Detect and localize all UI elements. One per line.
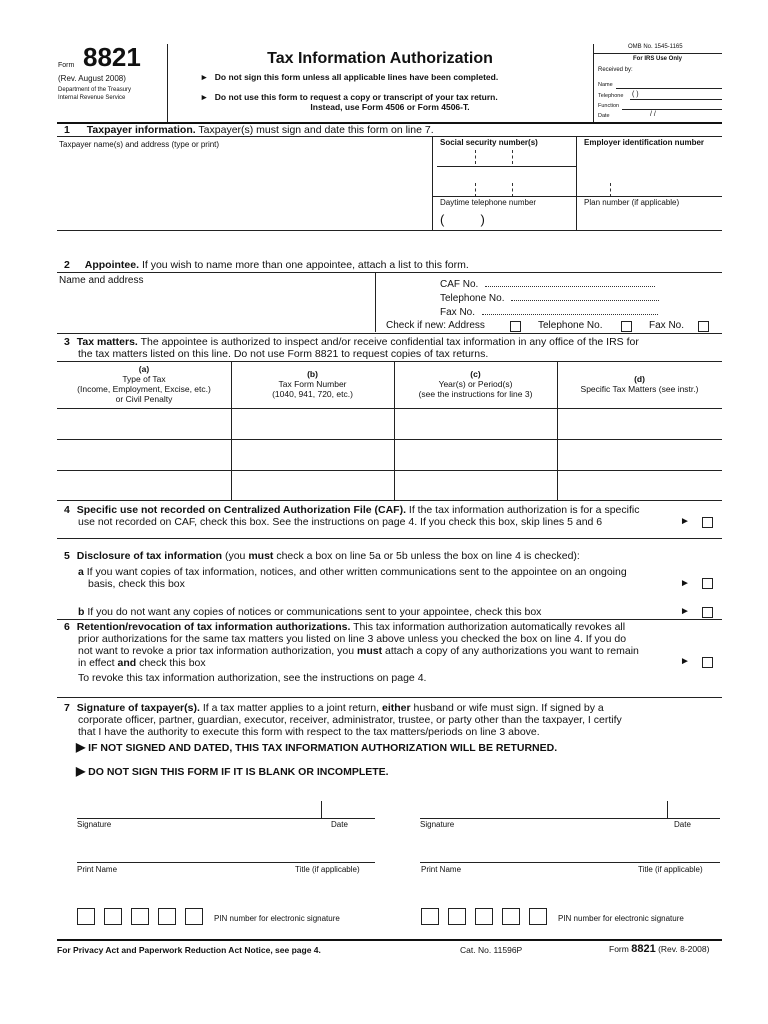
section6-must: must [356, 645, 383, 657]
line5b-text: If you do not want any copies of notices or communications sent to your appointee, check this box [87, 606, 542, 618]
appointee-name-field[interactable] [59, 290, 371, 332]
section7-line3: that I have the authority to execute this form with respect to the tax matters/periods on line 3 above. [78, 726, 540, 738]
date-field-right[interactable] [669, 800, 720, 818]
print-name-field-right[interactable] [420, 844, 720, 862]
ssn-field-2[interactable] [440, 183, 570, 197]
col-letter: (d) [634, 374, 645, 384]
ein-label: Employer identification number [584, 138, 705, 147]
section5-title: Disclosure of tax information [76, 550, 223, 562]
sec1-bottom-rule [57, 230, 722, 231]
date-field-left[interactable] [323, 800, 375, 818]
signature-field-left[interactable] [77, 800, 319, 818]
date-label-right: Date [674, 820, 691, 829]
check-new-address-label: Check if new: Address [386, 320, 485, 331]
pin-box-right-3[interactable] [475, 908, 493, 925]
section6-line4 [78, 657, 206, 669]
col-label: (1040, 941, 720, etc.) [272, 389, 353, 399]
sec3-table-top [57, 361, 722, 362]
section6-line2: prior authorizations for the same tax matters you listed on line 3 above unless you checked the box on line 4. If you do [78, 633, 627, 645]
section4-line2: use not recorded on CAF, check this box. See the instructions on page 4. If you check this box, skip lines 5 and 6 [78, 516, 603, 528]
sec2-bottom-rule [57, 333, 722, 334]
no-copies-checkbox[interactable] [702, 607, 713, 618]
sec2-divider [375, 272, 376, 332]
section2-text: If you wish to name more than one appointee, attach a list to this form. [141, 259, 469, 271]
pin-box-right-4[interactable] [502, 908, 520, 925]
tax-matters-col-d [557, 374, 722, 394]
agency-line: Internal Revenue Service [58, 95, 126, 101]
form-number: 8821 [83, 42, 141, 72]
section1-text: Taxpayer(s) must sign and date this form on line 7. [198, 124, 434, 136]
pin-box-left-5[interactable] [185, 908, 203, 925]
irs-telephone-line [630, 99, 722, 100]
appointee-name-label: Name and address [59, 275, 144, 286]
section6-line3-b: attach a copy of any authorizations you want to remain [382, 645, 639, 657]
irs-use-only: For IRS Use Only [632, 56, 682, 62]
section2-title: Appointee. [84, 259, 140, 271]
section6-line1 [64, 621, 625, 633]
section-number: 3 [64, 336, 70, 348]
section-number: 7 [64, 702, 70, 714]
tax-matters-row[interactable] [57, 440, 722, 470]
pin-box-right-1[interactable] [421, 908, 439, 925]
pin-box-left-2[interactable] [104, 908, 122, 925]
print-name-label-right: Print Name [421, 865, 462, 874]
pin-label-right: PIN number for electronic signature [558, 914, 684, 923]
col-letter: (a) [138, 364, 150, 374]
daytime-phone-label: Daytime telephone number [440, 198, 537, 207]
section6-line4-a: in effect [78, 657, 118, 669]
line5a-text: If you want copies of tax information, notices, and other written communications sent to the appointee on an ongoing [86, 566, 627, 578]
section-number: 6 [64, 621, 70, 633]
warning-blank-text: DO NOT SIGN THIS FORM IF IT IS BLANK OR INCOMPLETE. [88, 766, 389, 778]
title-label-right: Title (if applicable) [638, 865, 703, 874]
pin-label-left: PIN number for electronic signature [214, 914, 340, 923]
section1-title: Taxpayer information. [86, 124, 196, 136]
tax-matters-col-b [231, 369, 394, 399]
ssn-label: Social security number(s) [440, 138, 538, 147]
tax-matters-col-a [57, 364, 231, 404]
section4-line1 [64, 504, 639, 516]
pin-box-left-4[interactable] [158, 908, 176, 925]
instruction-1-text: Do not sign this form unless all applicable lines have been completed. [214, 72, 499, 82]
title-label-left: Title (if applicable) [295, 865, 360, 874]
privacy-notice: For Privacy Act and Paperwork Reduction Act Notice, see page 4. [57, 945, 321, 955]
form-word: Form [58, 62, 75, 69]
signature-date-divider-right [667, 801, 668, 818]
col-label: (Income, Employment, Excise, etc.) [77, 384, 211, 394]
footer-revision: (Rev. 8-2008) [658, 944, 710, 954]
warning-not-signed [76, 741, 557, 754]
col-label: Specific Tax Matters (see instr.) [580, 384, 699, 394]
warning-not-signed-text: IF NOT SIGNED AND DATED, THIS TAX INFORMATION AUTHORIZATION WILL BE RETURNED. [88, 742, 558, 754]
new-telephone-checkbox[interactable] [621, 321, 632, 332]
sec1-divider-2 [576, 136, 577, 230]
col-label: Tax Form Number [278, 379, 347, 389]
section3-line1: The appointee is authorized to inspect and/or receive confidential tax information in any office of the IRS for [140, 336, 639, 348]
footer-form-number: 8821 [631, 943, 656, 955]
col-label: (see the instructions for line 3) [418, 389, 533, 399]
arrow-icon: ► [680, 656, 690, 667]
print-name-line-right [420, 862, 720, 863]
warning-blank [76, 765, 389, 778]
irs-telephone-paren: ( ) [632, 91, 639, 98]
col-label: Type of Tax [122, 374, 166, 384]
arrow-icon: ► [200, 72, 209, 82]
fax-row [440, 306, 658, 319]
ongoing-copies-checkbox[interactable] [702, 578, 713, 589]
col-label: or Civil Penalty [115, 394, 173, 404]
section2-heading [64, 259, 469, 271]
caf-row [440, 278, 655, 291]
section5-text-a: (you [224, 550, 249, 562]
sec4-bottom-rule [57, 538, 722, 539]
line5a-line1 [78, 566, 627, 578]
ssn-line-1 [437, 166, 576, 167]
section4-title: Specific use not recorded on Centralized Authorization File (CAF). [76, 504, 406, 516]
caf-field[interactable] [485, 278, 655, 287]
date-label-left: Date [331, 820, 348, 829]
irs-name-label: Name [598, 82, 613, 88]
instruction-2b: Instead, use Form 4506 or Form 4506-T. [310, 102, 470, 112]
taxpayer-name-field[interactable] [59, 152, 429, 228]
section7-either: either [381, 702, 411, 714]
instruction-2 [200, 92, 590, 102]
section7-line2: corporate officer, partner, guardian, executor, receiver, administrator, trustee, or party other than the taxpayer, I certify [78, 714, 622, 726]
tax-matters-col-c [394, 369, 557, 399]
arrow-icon: ► [680, 606, 690, 617]
section6-and: and [117, 657, 137, 669]
retain-prior-authorizations-checkbox[interactable] [702, 657, 713, 668]
telephone-field[interactable] [511, 292, 659, 301]
footer-form-word: Form [609, 944, 629, 954]
section7-line1 [64, 702, 604, 714]
col-label: Year(s) or Period(s) [438, 379, 513, 389]
irs-date-slashes: / / [650, 111, 656, 118]
pin-box-left-1[interactable] [77, 908, 95, 925]
pin-box-right-5[interactable] [529, 908, 547, 925]
omb-rule [593, 53, 722, 54]
line5a-line2: basis, check this box [88, 578, 185, 590]
caf-label: CAF No. [440, 279, 479, 290]
section5-text-b: check a box on line 5a or 5b unless the box on line 4 is checked): [273, 550, 580, 562]
section6-text: This tax information authorization automatically revokes all [353, 621, 626, 633]
section5-must: must [248, 550, 274, 562]
sec2-top-rule [57, 272, 722, 273]
sec5-bottom-rule [57, 619, 722, 620]
arrow-icon: ► [680, 578, 690, 589]
section7-line1-a: If a tax matter applies to a joint return, [202, 702, 382, 714]
daytime-phone-field[interactable]: ( ) [440, 212, 485, 227]
section7-line1-b: husband or wife must sign. If signed by a [410, 702, 604, 714]
signature-line-left [77, 818, 375, 819]
section3-heading [64, 336, 724, 348]
arrow-icon: ▶ [76, 740, 86, 754]
instruction-1 [200, 72, 590, 82]
section6-title: Retention/revocation of tax information authorizations. [76, 621, 351, 633]
irs-date-label: Date [598, 113, 610, 119]
signature-label-left: Signature [77, 820, 112, 829]
instruction-2-text: Do not use this form to request a copy or transcript of your tax return. [214, 92, 498, 102]
department-line: Department of the Treasury [58, 87, 132, 93]
form-title: Tax Information Authorization [267, 50, 493, 67]
irs-name-line [616, 88, 722, 89]
form-revision: (Rev. August 2008) [58, 74, 126, 83]
section-number: 1 [64, 124, 70, 136]
new-fax-checkbox[interactable] [698, 321, 709, 332]
plan-number-label: Plan number (if applicable) [584, 198, 680, 207]
tax-matters-row[interactable] [57, 471, 722, 500]
signature-field-right[interactable] [420, 800, 665, 818]
pin-box-right-2[interactable] [448, 908, 466, 925]
irs-telephone-label: Telephone [598, 93, 624, 99]
pin-box-left-3[interactable] [131, 908, 149, 925]
print-name-field-left[interactable] [77, 844, 375, 862]
signature-date-divider-left [321, 801, 322, 818]
sec1-top-rule [57, 136, 722, 137]
sec6-bottom-rule [57, 697, 722, 698]
check-new-telephone-label: Telephone No. [538, 320, 603, 331]
ssn-field-1[interactable] [440, 150, 570, 164]
new-address-checkbox[interactable] [510, 321, 521, 332]
fax-label: Fax No. [440, 307, 476, 318]
line5b-letter: b [78, 606, 85, 618]
caf-specific-use-checkbox[interactable] [702, 517, 713, 528]
section-number: 4 [64, 504, 70, 516]
sec1-mid-rule [432, 196, 722, 197]
check-new-row [386, 320, 485, 332]
section7-title: Signature of taxpayer(s). [76, 702, 200, 714]
tax-matters-row[interactable] [57, 409, 722, 439]
telephone-label: Telephone No. [440, 293, 505, 304]
footer-form-id [609, 944, 709, 954]
line5b [78, 606, 541, 618]
signature-line-right [420, 818, 720, 819]
footer-rule [57, 939, 722, 941]
section6-line3-a: not want to revoke a prior tax information authorization, you [78, 645, 357, 657]
section6-line3 [78, 645, 639, 657]
section6-line4-b: check this box [136, 657, 206, 669]
line5a-letter: a [78, 566, 84, 578]
arrow-icon: ▶ [76, 764, 86, 778]
ein-field[interactable] [584, 183, 720, 197]
section4-text: If the tax information authorization is for a specific [408, 504, 640, 516]
arrow-icon: ► [680, 516, 690, 527]
irs-function-label: Function [598, 103, 620, 109]
col-letter: (b) [307, 369, 318, 379]
section-number: 2 [64, 259, 70, 271]
section3-line2: the tax matters listed on this line. Do not use Form 8821 to request copies of tax returns. [78, 348, 489, 360]
received-by-label: Received by: [598, 67, 633, 73]
telephone-row [440, 292, 659, 305]
arrow-icon: ► [200, 92, 209, 102]
col-letter: (c) [470, 369, 481, 379]
section6-line5: To revoke this tax information authorization, see the instructions on page 4. [78, 672, 427, 684]
irs-function-line [622, 109, 722, 110]
section-number: 5 [64, 550, 70, 562]
taxpayer-name-label: Taxpayer name(s) and address (type or print) [59, 140, 220, 149]
sec3-bottom-rule [57, 500, 722, 501]
sec1-divider-1 [432, 136, 433, 230]
fax-field[interactable] [482, 306, 658, 315]
catalog-number: Cat. No. 11596P [460, 945, 523, 955]
print-name-label-left: Print Name [77, 865, 118, 874]
plan-number-field[interactable] [584, 210, 720, 228]
section3-title: Tax matters. [76, 336, 138, 348]
print-name-line-left [77, 862, 375, 863]
omb-number: OMB No. 1545-1165 [628, 44, 683, 50]
section1-heading [64, 124, 434, 136]
section5-heading [64, 550, 580, 562]
signature-label-right: Signature [420, 820, 455, 829]
check-new-fax-label: Fax No. [649, 320, 685, 331]
